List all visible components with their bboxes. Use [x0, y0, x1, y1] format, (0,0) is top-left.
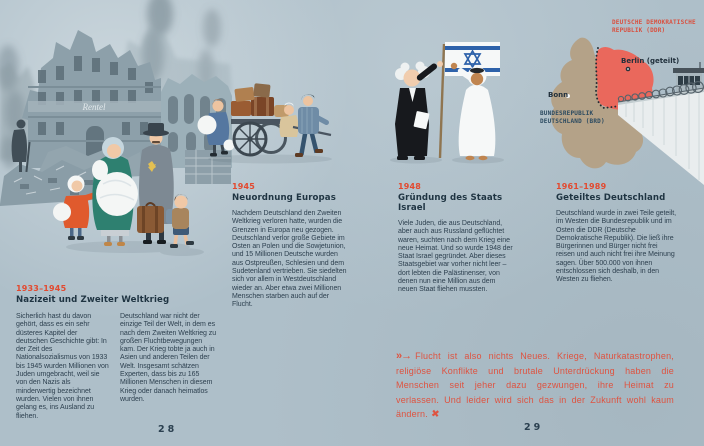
section-ww2-date: 1933–1945	[16, 284, 67, 293]
map-label-ddr-line1: DEUTSCHE DEMOKRATISCHE	[612, 19, 696, 26]
map-label-brd-line1: BUNDESREPUBLIK	[540, 110, 594, 117]
summary-text: Flucht ist also nichts Neues. Kriege, Naturkatastrophen, religiöse Konflikte und brutale Unterdrückung haben die Menschen seit jeher dazu gezwungen, ihre Heimat zu verlassen. Und leider wird sich das in der Zukunft wohl kaum ändern.	[396, 351, 674, 420]
section-neuordnung	[232, 182, 348, 310]
israel-founding-illustration	[388, 28, 523, 168]
section-israel-title: Gründung des Staats Israel	[398, 193, 503, 213]
section-israel	[398, 182, 515, 295]
man-in-keffiyeh	[451, 63, 496, 160]
arrow-icon: »→	[396, 350, 412, 362]
section-ww2-column2: Deutschland war nicht der einzige Teil der Welt, in dem es nach dem Zweiten Weltkrieg zu großen Fluchtbewegungen kam. Der Krieg tobte ja auch in Asien und anderen Teilen der Welt. Insgesamt schätzen Experten, dass bis zu 165 Millionen Menschen in diesem Krieg oder danach heimatlos wurden.	[120, 313, 217, 403]
section-geteilt	[556, 182, 678, 285]
ground-shadows	[66, 241, 204, 256]
section-geteilt-body: Deutschland wurde in zwei Teile geteilt, im Westen die Bundesrepublik und im Osten die DDR (Deutsche Demokratische Republik). Die ließ ihre Bürgerinnen und Bürger nicht frei reisen und auch nicht frei ihre Meinung sagen. Über 500.000 von ihnen entschlossen sich deshalb, in den Westen zu fliehen.	[556, 210, 677, 284]
page-number-left: 28	[158, 424, 178, 435]
refugee-cart-illustration	[195, 55, 395, 190]
map-label-brd-line2: DEUTSCHLAND (BRD)	[540, 118, 605, 125]
berlin-marker-center	[627, 68, 629, 70]
section-neuordnung-date: 1945	[232, 182, 256, 191]
section-ww2	[16, 284, 222, 305]
section-geteilt-title: Geteiltes Deutschland	[556, 193, 666, 203]
man-pulling-cart	[295, 94, 330, 157]
x-mark-icon: ✖	[430, 408, 441, 421]
summary-paragraph	[396, 349, 674, 423]
page-number-right: 29	[524, 422, 544, 433]
map-label-ddr-line2: REPUBLIK (DDR)	[612, 27, 666, 34]
walking-woman-with-sack	[198, 99, 235, 157]
ruin-shop-sign: Rentel	[82, 102, 106, 112]
map-label-bonn: Bonn	[548, 91, 569, 99]
map-label-ddr	[612, 19, 696, 35]
section-ww2-column1: Sicherlich hast du davon gehört, dass es ein sehr düsteres Kapitel der deutschen Geschichte gibt: In der Zeit des Nationalsozialismus von 1933 bis 1945 wurden Millionen von Juden umgebracht, weil sie von den Nazis als minderwertig bezeichnet wurden. Vielen von ihnen gelang es, ins Ausland zu fliehen.	[16, 313, 109, 420]
man-in-suit	[395, 61, 443, 160]
section-geteilt-date: 1961–1989	[556, 182, 607, 191]
section-ww2-title: Nazizeit und Zweiter Weltkrieg	[16, 295, 170, 305]
divided-germany-map-illustration	[536, 12, 704, 190]
section-neuordnung-title: Neuordnung Europas	[232, 193, 336, 203]
section-israel-body: Viele Juden, die aus Deutschland, aber auch aus Russland geflüchtet waren, suchten nach dem Krieg eine neue Heimat. Und so wurde 1948 der Staat Israel gegründet. Aber dieses Staatsgebiet war vorher nicht leer – dort lebten die Palästinenser, von denen nun eine Million aus dem neuen Staat fliehen mussten.	[398, 220, 513, 294]
map-label-brd	[540, 110, 605, 126]
section-neuordnung-body: Nachdem Deutschland den Zweiten Weltkrieg verloren hatte, wurden die Grenzen in Europa neu gezogen. Deutschland verlor große Gebiete im Osten an Polen und die Sowjetunion, und 15 Millionen Deutsche wurden aus Ostpreußen, Schlesien und dem Sudetenland vertrieben. Sie siedelten sich vor allem in Westdeutschland wieder an. Aber etwa zwei Millionen Menschen starben auch auf der Flucht.	[232, 210, 347, 309]
map-label-berlin: Berlin (geteilt)	[621, 57, 680, 65]
section-israel-date: 1948	[398, 182, 422, 191]
